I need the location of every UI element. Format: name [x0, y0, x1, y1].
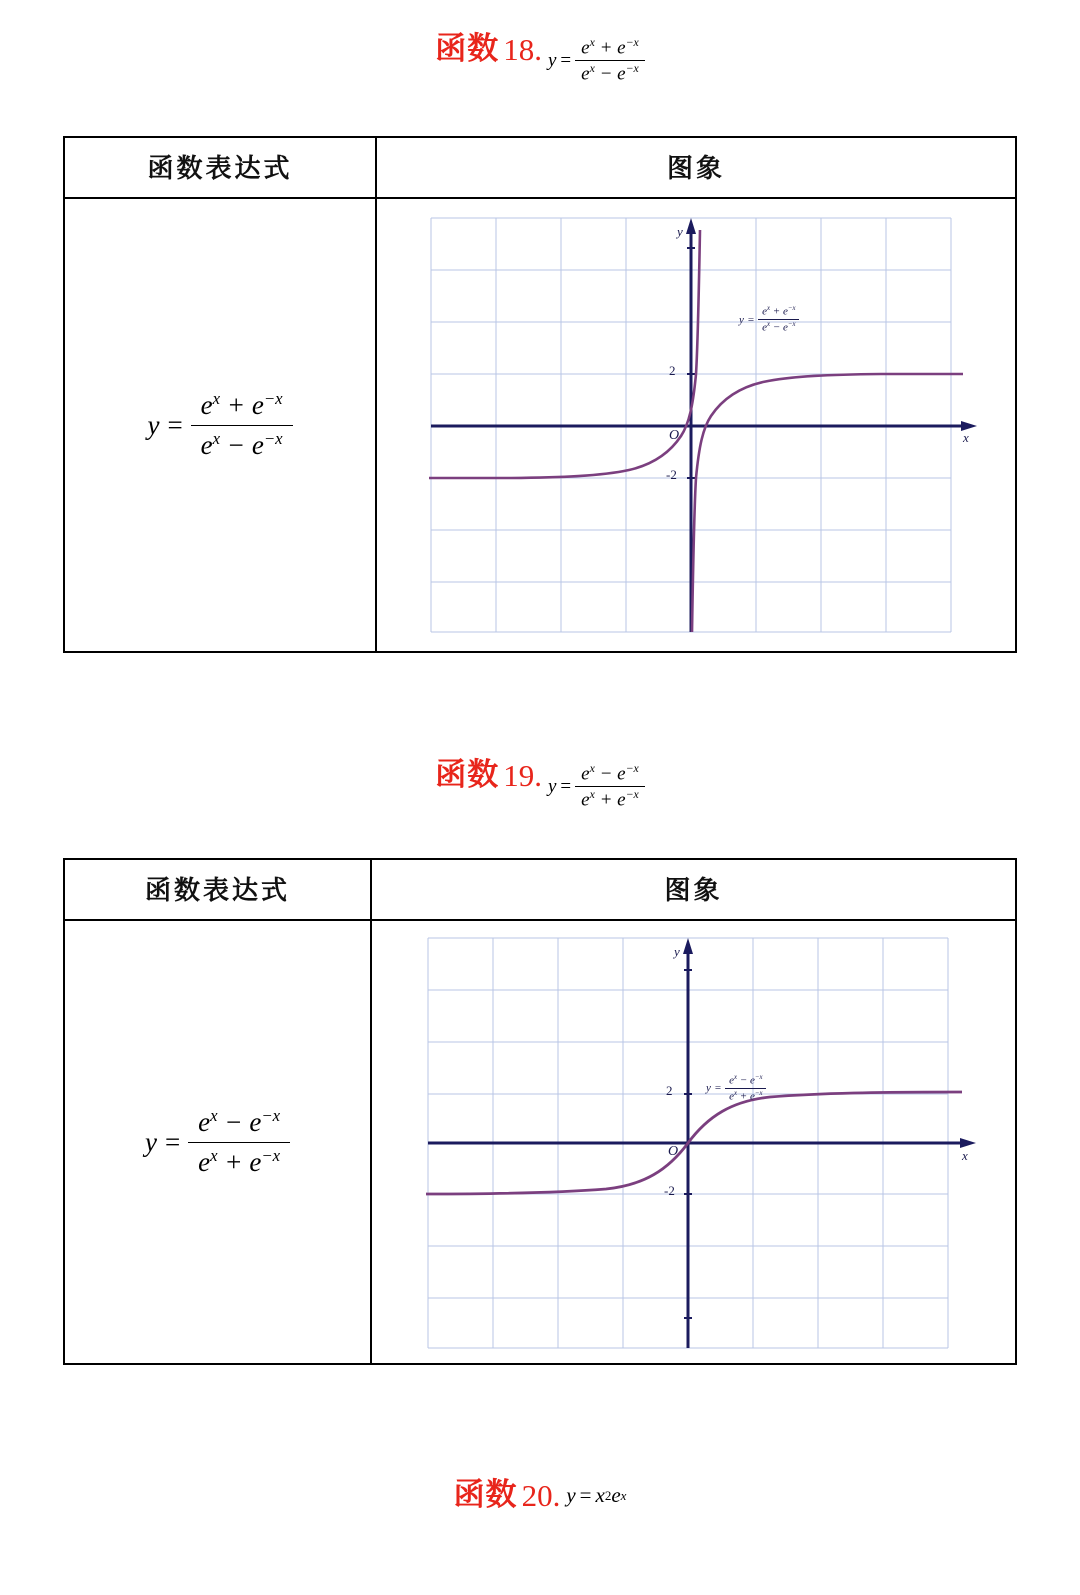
graph-tick-label-neg2: -2 — [664, 1182, 675, 1198]
heading-formula-19: y = $\frac{e^x - e^{-x}}{e^x + e^{-x}}$ — [548, 762, 645, 811]
graph-origin-label: O — [669, 428, 680, 443]
expression-formula-19: y = $\frac{e^x - e^{-x}}{e^x + e^{-x}}$ — [145, 1106, 290, 1177]
function-table-19 — [63, 858, 1017, 1365]
table-header-row — [64, 859, 1016, 920]
graph-origin-label: O — [668, 1143, 679, 1159]
expression-cell-19 — [64, 920, 371, 1364]
graph-axis-label-y: y — [677, 224, 683, 239]
heading-label-cn: 函数 — [453, 1477, 518, 1513]
heading-label-cn: 函数 — [435, 31, 500, 67]
graph-tick-label-2: 2 — [669, 363, 676, 378]
graph-inline-formula-19: y = $\frac{e^x - e^{-x}}{e^x + e^{-x}}$ — [706, 1074, 766, 1104]
graph-canvas-18 — [411, 210, 981, 640]
graph-axis-label-x: x — [963, 430, 969, 445]
section-heading-20 — [0, 1477, 1080, 1513]
axes — [428, 950, 962, 1348]
heading-number: 20. — [521, 1478, 561, 1513]
graph-tick-label-neg2: -2 — [666, 467, 677, 482]
function-table-18 — [63, 136, 1017, 653]
graph-tick-label-2: 2 — [666, 1082, 673, 1098]
curve-coth — [429, 230, 963, 632]
section-heading-19 — [0, 757, 1080, 811]
graph-axis-label-y: y — [674, 943, 680, 959]
graph-inline-formula-18: y = $\frac{e^x + e^{-x}}{e^x - e^{-x}}$ — [739, 305, 799, 335]
y-axis-arrow — [686, 218, 696, 234]
heading-number: 18. — [503, 32, 542, 67]
heading-label-cn: 函数 — [435, 757, 500, 793]
axes — [431, 230, 963, 632]
x-axis-arrow — [960, 1138, 976, 1148]
graph-cell-18 — [376, 198, 1016, 652]
table-header-row — [64, 137, 1016, 198]
graph-axis-label-x: x — [962, 1147, 968, 1163]
graph-canvas-19 — [406, 930, 981, 1355]
table-header-graph: 图象 — [371, 859, 1016, 920]
y-axis-arrow — [683, 938, 693, 954]
graph-cell-19 — [371, 920, 1016, 1364]
table-body-row — [64, 920, 1016, 1364]
heading-formula-18: y = $\frac{e^x + e^{-x}}{e^x - e^{-x}}$ — [548, 36, 645, 85]
table-header-graph: 图象 — [376, 137, 1016, 198]
section-heading-18 — [0, 31, 1080, 85]
table-body-row — [64, 198, 1016, 652]
expression-cell-18 — [64, 198, 376, 652]
heading-number: 19. — [503, 758, 542, 793]
expression-formula-18: y = $\frac{e^x + e^{-x}}{e^x - e^{-x}}$ — [147, 389, 292, 460]
table-header-expression: 函数表达式 — [64, 859, 371, 920]
heading-formula-20: y = x 2 e x — [566, 1483, 627, 1507]
graph-svg-18 — [411, 210, 981, 640]
table-header-expression: 函数表达式 — [64, 137, 376, 198]
graph-svg-19 — [406, 930, 981, 1355]
